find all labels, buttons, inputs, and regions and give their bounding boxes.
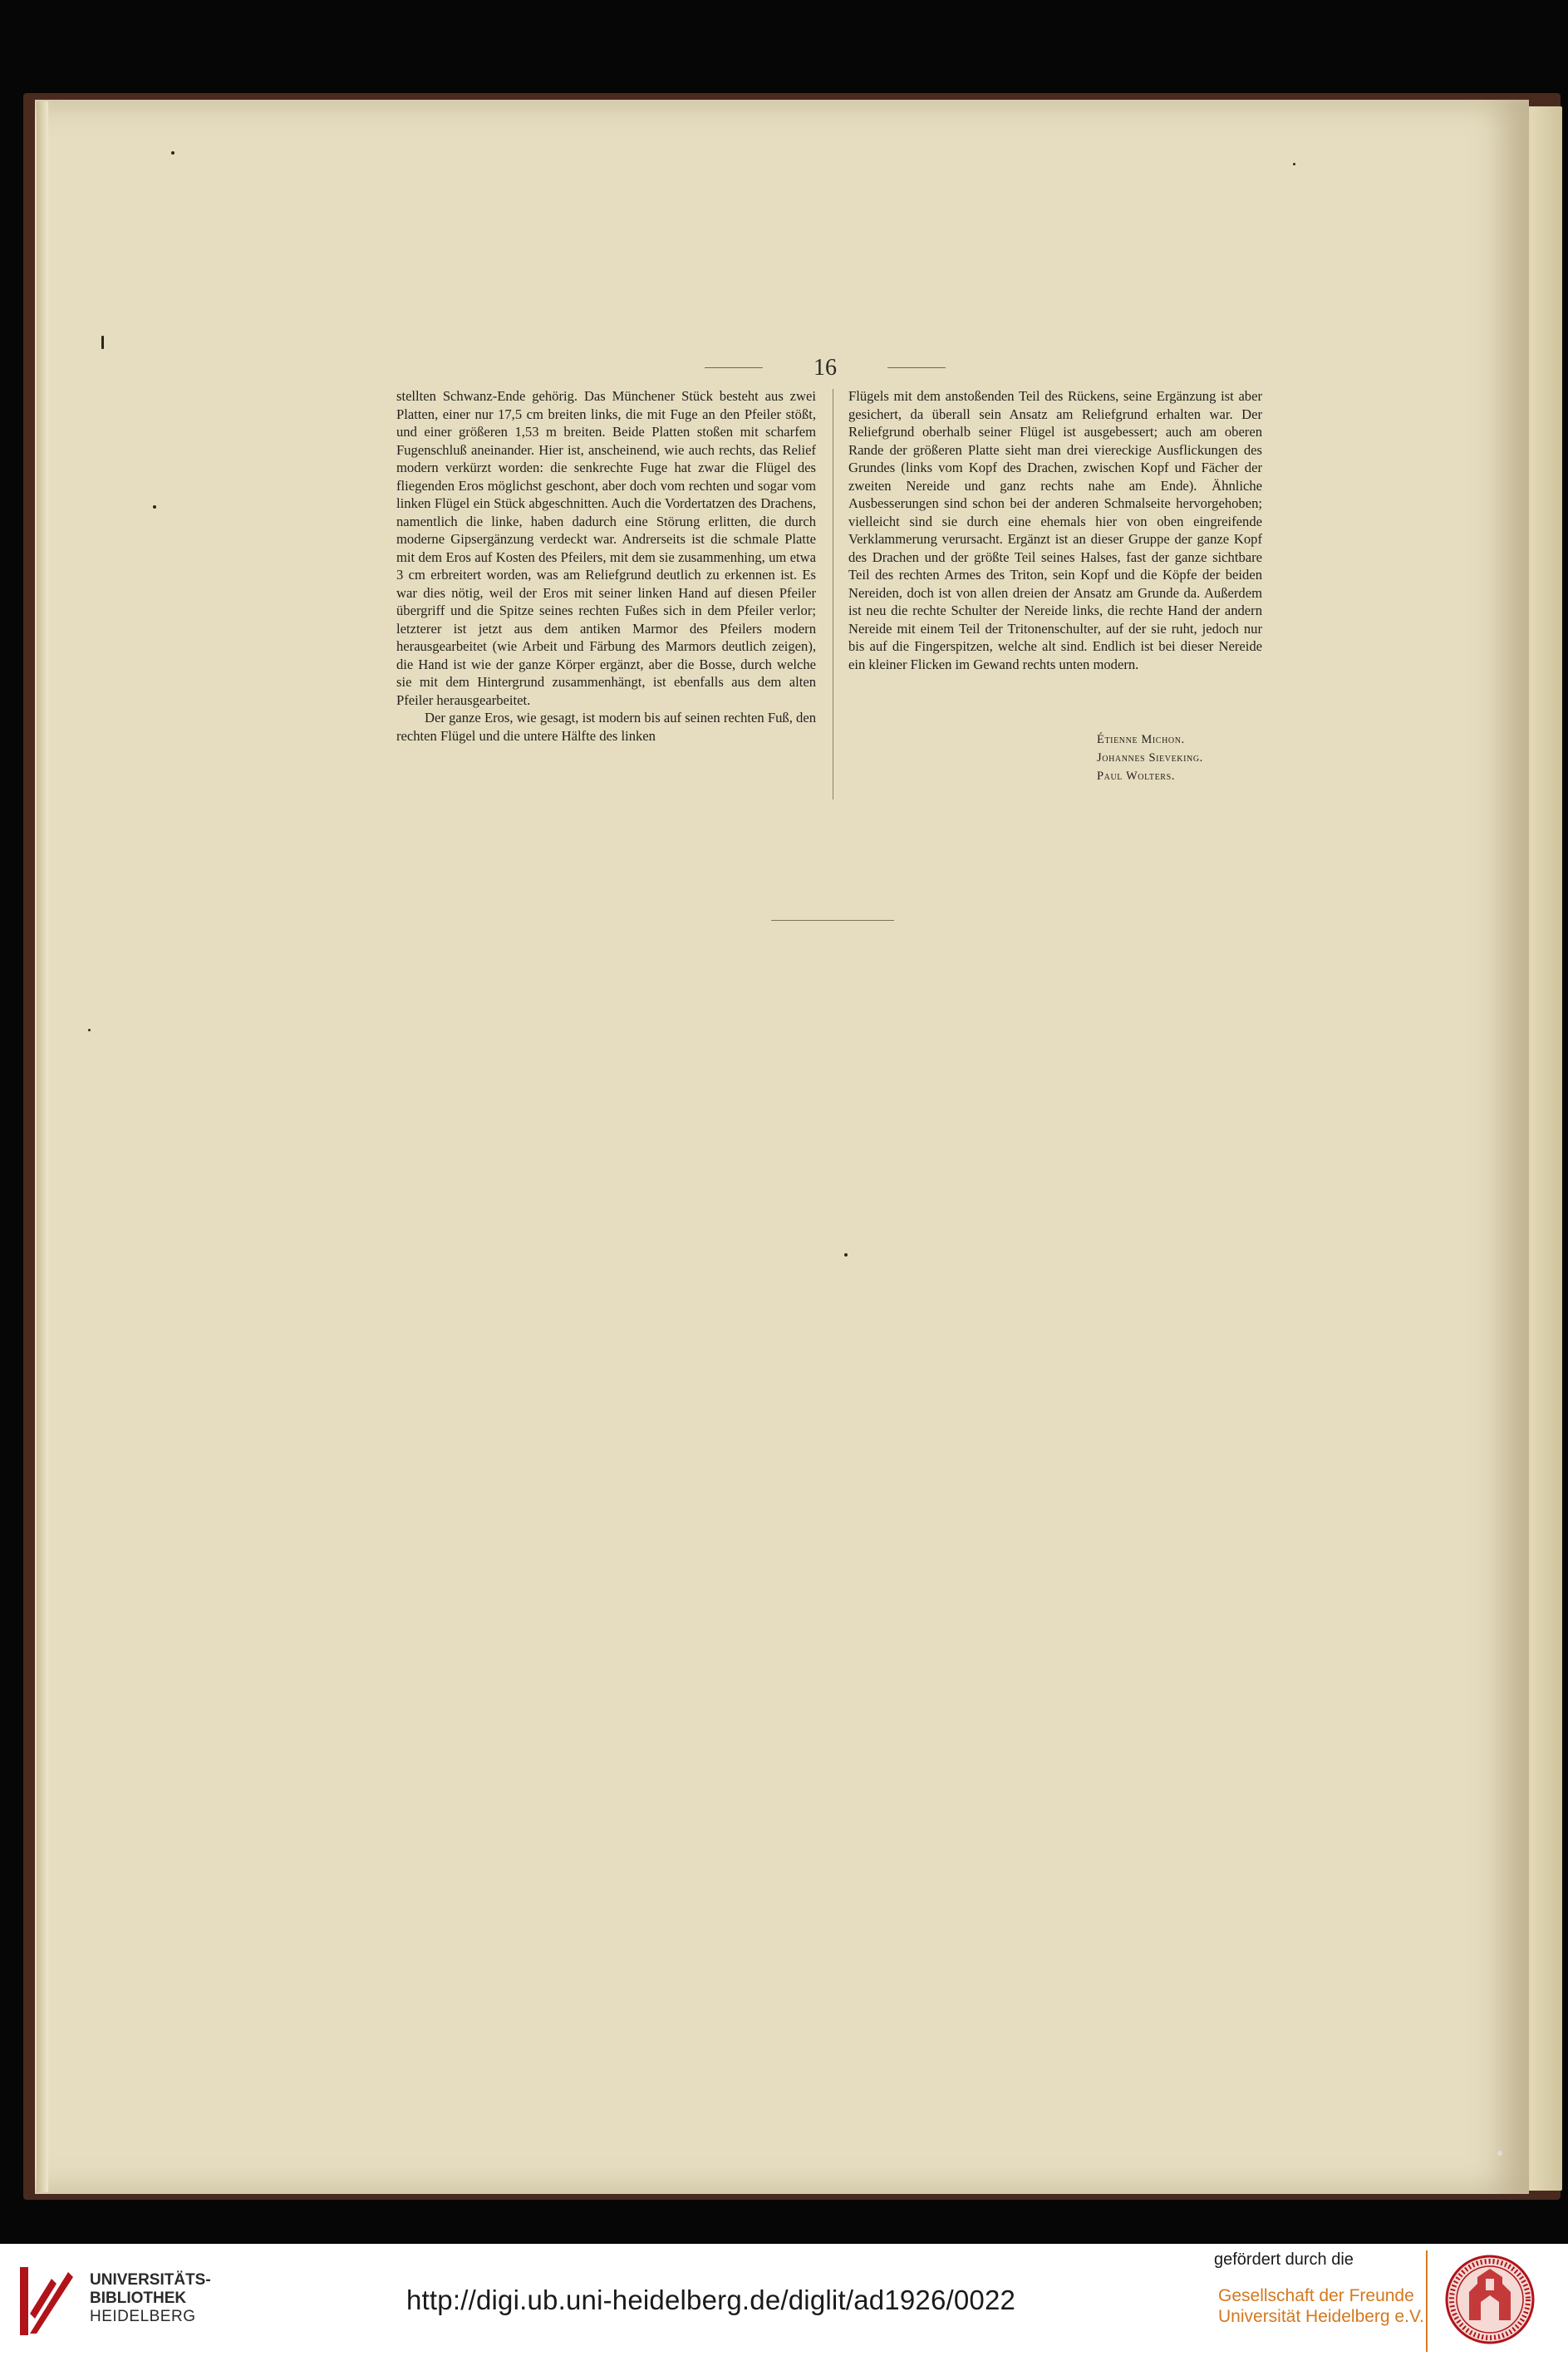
sponsor-name[interactable] [1218,2285,1424,2327]
scan-marker [1497,2151,1502,2156]
page-header [705,356,946,381]
header-rule-right [887,367,946,368]
university-library-logo-icon[interactable] [18,2264,75,2339]
text-column-right [848,387,1262,673]
end-rule [771,920,894,921]
page-number: 16 [813,355,837,381]
paper-speck [1293,163,1295,165]
paper-speck [153,505,156,509]
library-footer [0,2244,1568,2356]
university-seal-icon[interactable] [1444,2254,1536,2345]
signature: Paul Wolters. [1097,770,1175,783]
paragraph: Flügels mit dem anstoßenden Teil des Rückens, seine Ergänzung ist aber gesichert, da überall sein Ansatz am Reliefgrund erhalten war. Der Reliefgrund oberhalb seiner Flügel ist ausgebessert; auch am oberen Rande der größeren Platte sieht man drei viereckige Ausflickungen des Grundes (links vom Kopf des Drachen, zwischen Kopf und Fächer der zweiten Nereide und ganz rechts nahe am Ende). Ähnliche Ausbesserungen sind schon bei der anderen Schmalseite hervorgehoben; vielleicht sind sie durch eine ehemals hier von oben eingreifende Verklammerung verursacht. Ergänzt ist an dieser Gruppe der ganze Kopf des Drachen und der größte Teil seines Halses, fast der ganze sichtbare Teil des rechten Armes des Triton, sein Kopf und die Köpfe der beiden Nereiden, doch ist von allen dreien der Ansatz am Grunde da. Außerdem ist neu die rechte Schulter der Nereide links, die rechte Hand der andern Nereide mit einem Teil der Tritonenschulter, auf der sie ruht, jedoch nur bis auf die Fingerspitzen, welche alt sind. Endlich ist bei dieser Nereide ein kleiner Flicken im Gewand rechts unten modern. [848,388,1262,672]
text-column-left [396,387,816,745]
page-gutter-edge [37,101,48,2192]
signature: Étienne Michon. [1097,733,1185,746]
author-signatures [1097,730,1203,785]
library-name[interactable] [90,2271,211,2326]
library-name-line2: BIBLIOTHEK [90,2290,187,2307]
paper-speck [844,1253,848,1257]
library-name-line1: UNIVERSITÄTS- [90,2271,211,2289]
sponsor-label: gefördert durch die [1214,2250,1354,2269]
paragraph: Der ganze Eros, wie gesagt, ist modern bis auf seinen rechten Fuß, den rechten Flügel und die untere Hälfte des linken [396,710,816,744]
paper-speck [101,336,104,349]
paragraph: stellten Schwanz-Ende gehörig. Das Münchener Stück besteht aus zwei Platten, einer nur 17,5 cm breiten links, die mit Fuge an den Pfeiler stößt, und einer größeren 1,53 m breiten. Beide Platten stoßen mit scharfem Fugenschluß aneinander. Hier ist, anscheinend, wie auch rechts, das Relief modern verkürzt worden: die senkrechte Fuge hat zwar die Flügel des fliegenden Eros möglichst geschont, aber doch vom rechten und sogar vom linken Flügel ein Stück abgeschnitten. Auch die Vordertatzen des Drachens, namentlich die linke, haben dadurch eine Störung erlitten, die durch moderne Gipsergänzung verdeckt war. Andrerseits ist die schmale Platte mit dem Eros auf Kosten des Pfeilers, mit dem sie zusammenhing, um etwa 3 cm erbreitert worden, was am Reliefgrund deutlich zu erkennen ist. Es war dies nötig, weil der Eros mit seiner linken Hand auf diesen Pfeiler übergriff und die Spitze seines rechten Fußes sich in dem Pfeiler verlor; letzterer ist jetzt aus dem antiken Marmor des Pfeilers modern herausgearbeitet (wie Arbeit und Färbung des Marmors deutlich zeigen), die Hand ist wie der ganze Körper ergänzt, aber die Bosse, durch welche sie mit dem Hintergrund zusammenhängt, ist ebenfalls aus dem alten Pfeiler herausgearbeitet. [396,388,816,708]
permalink-url[interactable]: http://digi.ub.uni-heidelberg.de/diglit/ad1926/0022 [406,2285,1016,2315]
sponsor-divider [1426,2250,1428,2352]
signature: Johannes Sieveking. [1097,751,1203,765]
sponsor-name-line2: Universität Heidelberg e.V. [1218,2307,1424,2326]
sponsor-name-line1: Gesellschaft der Freunde [1218,2286,1414,2305]
paper-speck [88,1029,91,1031]
library-name-line3: HEIDELBERG [90,2308,196,2325]
paper-speck [171,151,174,155]
